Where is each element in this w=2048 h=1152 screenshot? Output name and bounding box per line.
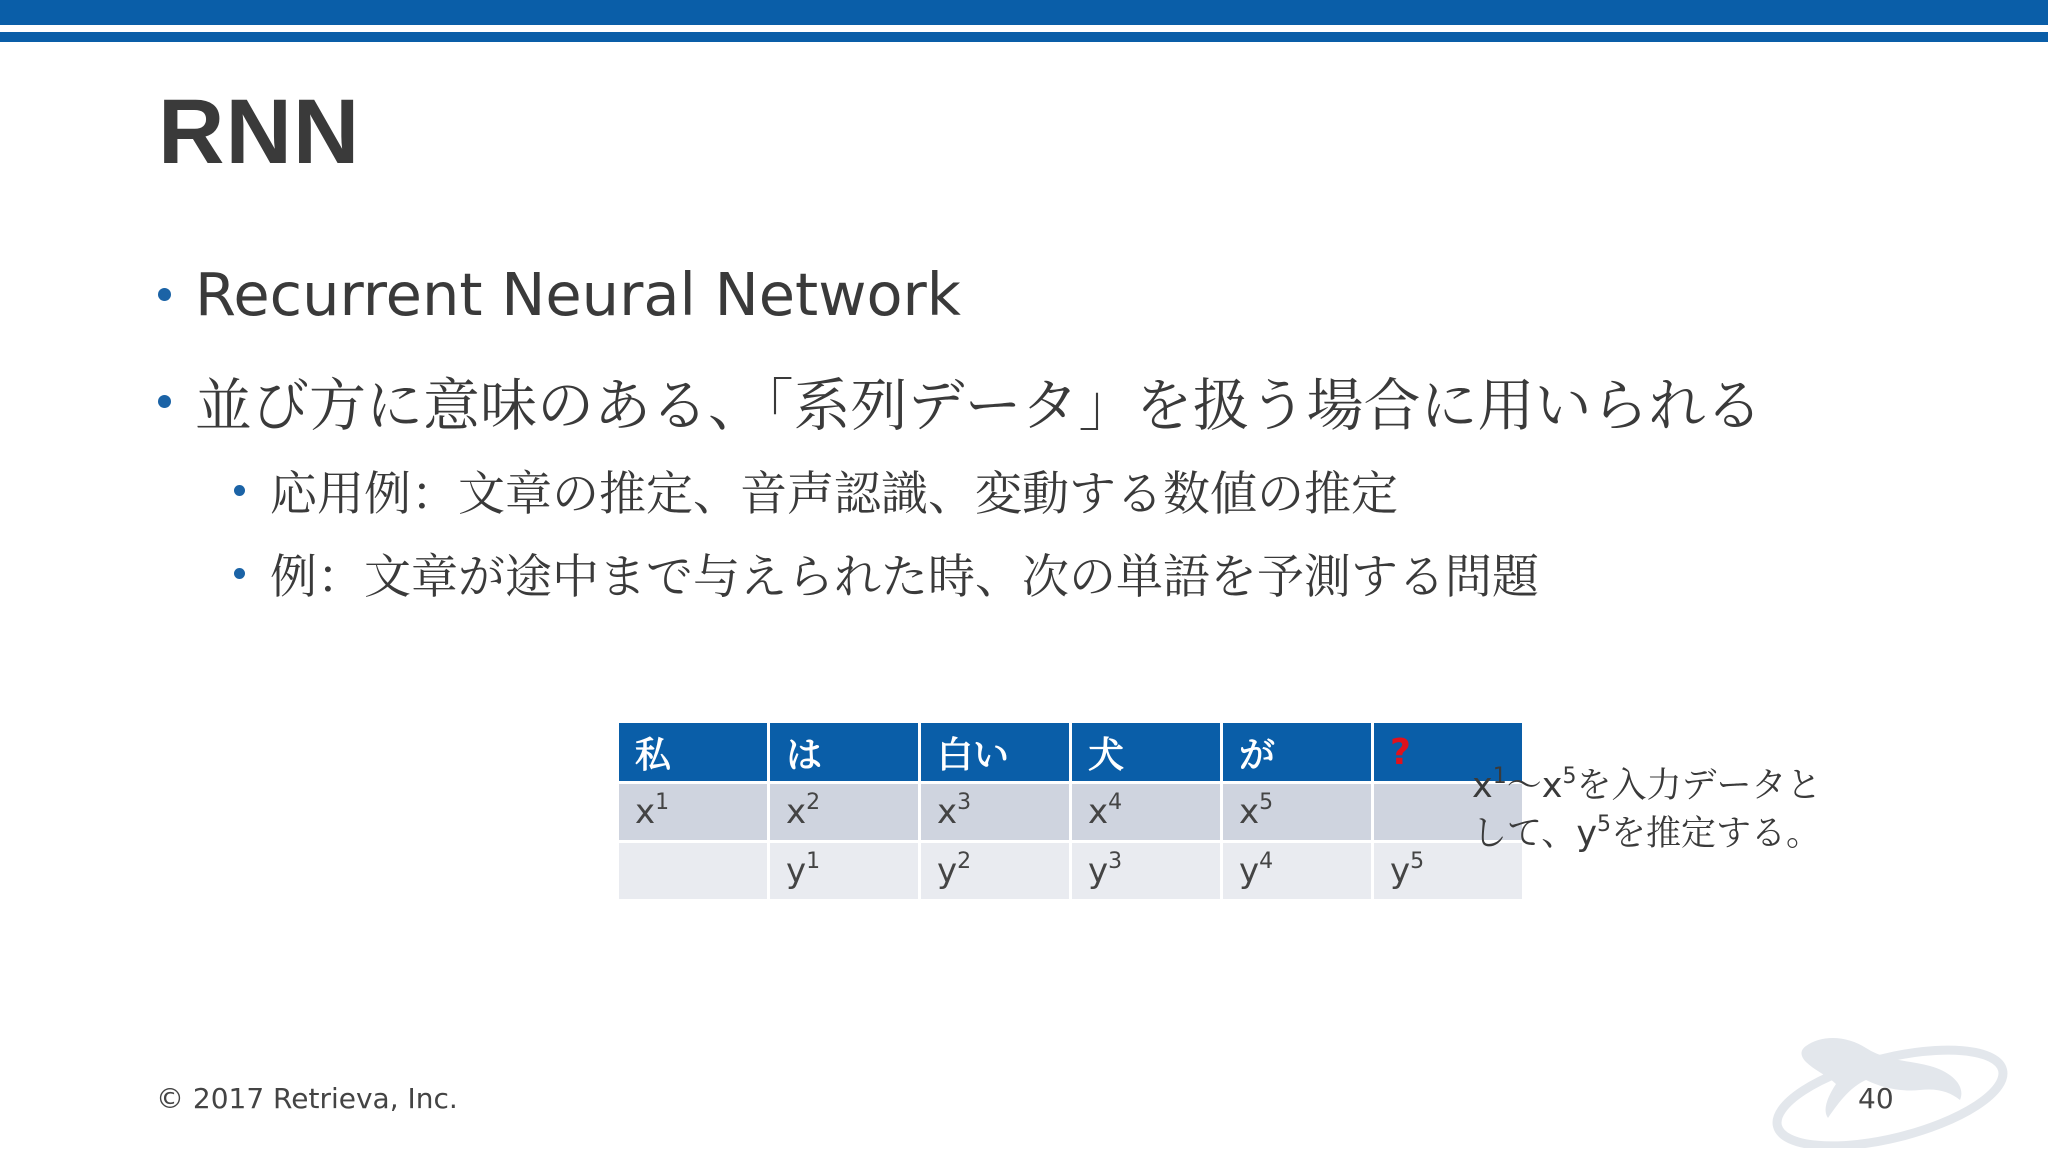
cell-var: y <box>1239 851 1260 891</box>
bullet-dot-icon <box>158 288 171 301</box>
cell-var: x <box>1088 792 1109 832</box>
note-line <box>1472 762 1852 810</box>
note-text: して、 <box>1472 814 1577 854</box>
note-var: y <box>1576 814 1598 854</box>
cell-index: 4 <box>1259 849 1274 874</box>
cell-index: 1 <box>655 790 670 815</box>
table-cell <box>1222 842 1373 901</box>
page-number: 40 <box>1858 1082 1894 1115</box>
table-header-cell: が <box>1222 722 1373 783</box>
cell-var: y <box>786 851 807 891</box>
sub-bullet-item <box>234 540 1539 606</box>
sub-bullet-item <box>234 457 1398 523</box>
header-bar <box>0 0 2048 25</box>
cell-var: x <box>937 792 958 832</box>
table-header-cell: は <box>769 722 920 783</box>
table-header-row <box>618 722 1524 783</box>
note-text: を入力データと <box>1576 766 1822 806</box>
sub-bullet-text: 応用例：文章の推定、音声認識、変動する数値の推定 <box>270 466 1398 522</box>
table-cell <box>920 842 1071 901</box>
cell-var: x <box>1239 792 1260 832</box>
table-header-cell: 白い <box>920 722 1071 783</box>
table-cell <box>618 842 769 901</box>
table-cell <box>618 783 769 842</box>
table-header-cell-question: ? <box>1373 722 1524 783</box>
bullet-text: 並び方に意味のある、「系列データ」を扱う場合に用いられる <box>195 373 1763 439</box>
table-cell <box>920 783 1071 842</box>
header-stripe <box>0 32 2048 42</box>
table-header-cell: 犬 <box>1071 722 1222 783</box>
table-cell <box>1222 783 1373 842</box>
note-separator: 〜 <box>1506 766 1542 806</box>
note-index: 5 <box>1597 812 1612 837</box>
cell-index: 3 <box>957 790 972 815</box>
bullet-dot-icon <box>234 568 245 579</box>
table-row <box>618 783 1524 842</box>
cell-var: y <box>1088 851 1109 891</box>
note-index: 5 <box>1562 764 1577 789</box>
bullet-dot-icon <box>158 395 171 408</box>
table-cell <box>769 783 920 842</box>
table-cell <box>769 842 920 901</box>
bullet-item <box>158 258 961 330</box>
note-line <box>1472 810 1852 858</box>
cell-index: 2 <box>806 790 821 815</box>
note-var: x <box>1472 766 1493 806</box>
bullet-item <box>158 364 1763 438</box>
cell-index: 5 <box>1259 790 1274 815</box>
bullet-dot-icon <box>234 485 245 496</box>
copyright-footer: © 2017 Retrieva, Inc. <box>156 1082 458 1115</box>
cell-var: y <box>1390 851 1411 891</box>
slide-title: RNN <box>158 81 361 183</box>
note-var: x <box>1541 766 1563 806</box>
cell-index: 3 <box>1108 849 1123 874</box>
table-note <box>1472 762 1852 858</box>
bullet-text: Recurrent Neural Network <box>195 259 961 329</box>
cell-index: 1 <box>806 849 821 874</box>
table-header-cell: 私 <box>618 722 769 783</box>
table-cell <box>1071 783 1222 842</box>
cell-index: 2 <box>957 849 972 874</box>
table-row <box>618 842 1524 901</box>
cell-var: y <box>937 851 958 891</box>
note-index: 1 <box>1492 764 1507 789</box>
note-text: を推定する。 <box>1611 814 1822 854</box>
cell-var: x <box>635 792 656 832</box>
cell-index: 4 <box>1108 790 1123 815</box>
sequence-table <box>616 720 1525 902</box>
cell-index: 5 <box>1410 849 1425 874</box>
table-cell <box>1071 842 1222 901</box>
sub-bullet-text: 例：文章が途中まで与えられた時、次の単語を予測する問題 <box>270 549 1539 605</box>
cell-var: x <box>786 792 807 832</box>
